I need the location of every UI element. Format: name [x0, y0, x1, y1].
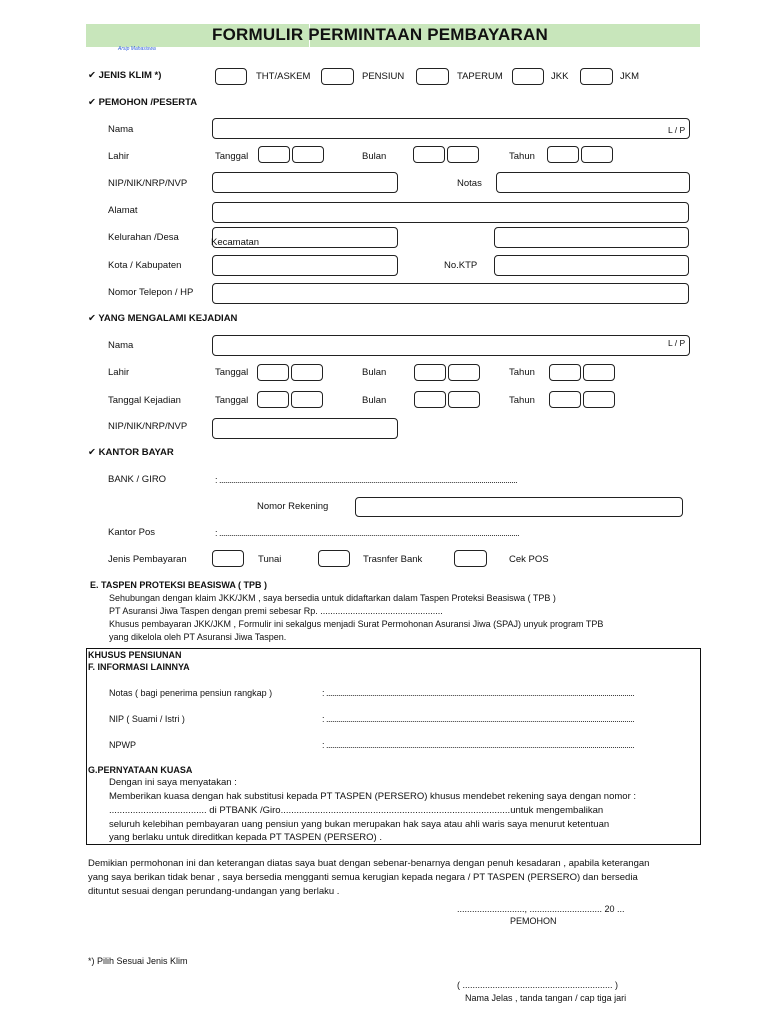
kuasa-line-1: Dengan ini saya menyatakan : [109, 777, 237, 788]
kejadian-tahun2-label: Tahun [509, 395, 535, 406]
date-line[interactable]: ..........................., ............................. 20 ... [457, 904, 625, 914]
checkbox-jkk[interactable] [512, 68, 544, 85]
info-lainnya-heading: F. INFORMASI LAINNYA [88, 662, 190, 672]
kejadian-bulan-box-2[interactable] [448, 364, 480, 381]
pemohon-tanggal-box-1[interactable] [258, 146, 290, 163]
tpb-line-1: Sehubungan dengan klaim JKK/JKM , saya bersedia untuk didaftarkan dalam Taspen Proteksi Beasiswa ( TPB ) [109, 593, 556, 603]
kejadian-bulan-label: Bulan [362, 367, 387, 378]
pemohon-alamat-label: Alamat [108, 205, 138, 216]
checkbox-tht[interactable] [215, 68, 247, 85]
kejadian-bulan-box-1[interactable] [414, 364, 446, 381]
rekening-label: Nomor Rekening [257, 501, 329, 512]
cekpos-label: Cek POS [509, 554, 549, 565]
kejadian-tanggal-label: Tanggal [215, 367, 249, 378]
pemohon-telepon-field[interactable] [212, 283, 689, 304]
kejadian-thn-kejadian-box-1[interactable] [549, 391, 581, 408]
checkbox-taperum[interactable] [416, 68, 449, 85]
tpb-heading: E. TASPEN PROTEKSI BEASISWA ( TPB ) [90, 580, 268, 590]
khusus-notas-dots[interactable]: : .......................................................................................................................................................... [322, 688, 635, 698]
kejadian-gender-label: L / P [668, 338, 686, 348]
option-jkk-label: JKK [551, 71, 569, 82]
khusus-heading: KHUSUS PENSIUNAN [88, 650, 182, 660]
kejadian-tahun-box-1[interactable] [549, 364, 581, 381]
khusus-npwp-dots[interactable]: : .......................................................................................................................................................... [322, 740, 635, 750]
signature-line[interactable]: ( ............................................................ ) [457, 980, 619, 990]
pemohon-gender-label: L / P [668, 125, 686, 135]
pemohon-tanggal-label: Tanggal [215, 151, 249, 162]
pemohon-tahun-box-1[interactable] [547, 146, 579, 163]
closing-line-2: yang saya berikan tidak benar , saya bersedia mengganti semua kerugian kepada negara / PT TASPEN (PERSERO) dan bersedia [88, 872, 638, 883]
khusus-nip-label: NIP ( Suami / Istri ) [109, 714, 185, 724]
kuasa-line-4: seluruh kelebihan pembayaran uang pensiun yang bukan merupakan hak saya atau ahli waris saya menurut ketentuan [109, 819, 610, 830]
kejadian-nip-field[interactable] [212, 418, 398, 439]
kuasa-line-5: yang berlaku untuk direditkan kepada PT TASPEN (PERSERO) . [109, 832, 382, 843]
jenis-klim-heading: ✔ JENIS KLIM *) [88, 70, 162, 81]
pemohon-kelurahan-label: Kelurahan /Desa [108, 232, 179, 243]
option-tht-label: THT/ASKEM [256, 71, 311, 82]
footnote: *) Pilih Sesuai Jenis Klim [88, 956, 188, 966]
pemohon-signature-label: PEMOHON [510, 916, 557, 926]
pemohon-nama-field[interactable] [212, 118, 690, 139]
tpb-line-2: PT Asuransi Jiwa Taspen dengan premi sebesar Rp. ................................................. [109, 606, 443, 616]
pemohon-nip-label: NIP/NIK/NRP/NVP [108, 178, 188, 189]
pemohon-kecamatan-label: Kecamatan [211, 237, 260, 248]
option-jkm-label: JKM [620, 71, 639, 82]
kantor-pos-label: Kantor Pos [108, 527, 155, 538]
pemohon-tahun-box-2[interactable] [581, 146, 613, 163]
kejadian-thn-kejadian-box-2[interactable] [583, 391, 615, 408]
pemohon-alamat-field[interactable] [212, 202, 689, 223]
bank-dots-field[interactable]: : ..................................................................................................................................................... [215, 475, 518, 485]
kantor-pos-dots-field[interactable]: : ...................................................................................................................................................... [215, 528, 520, 538]
bank-label: BANK / GIRO [108, 474, 167, 485]
closing-line-1: Demikian permohonan ini dan keterangan diatas saya buat dengan sebenar-benarnya dengan penuh kesadaran , apabila keterangan [88, 858, 650, 869]
pemohon-bulan-box-1[interactable] [413, 146, 445, 163]
kejadian-bulan2-label: Bulan [362, 395, 387, 406]
tunai-label: Tunai [258, 554, 282, 565]
signature-caption: Nama Jelas , tanda tangan / cap tiga jari [465, 993, 627, 1003]
pemohon-bulan-label: Bulan [362, 151, 387, 162]
kuasa-heading: G.PERNYATAAN KUASA [88, 765, 193, 775]
kejadian-lahir-label: Lahir [108, 367, 130, 378]
tpb-line-3: Khusus pembayaran JKK/JKM , Formulir ini sekalgus menjadi Surat Permohonan Asuransi Jiwa (SPAJ) unyuk program TPB [109, 619, 604, 629]
pemohon-tanggal-box-2[interactable] [292, 146, 324, 163]
form-title: FORMULIR PERMINTAAN PEMBAYARAN [212, 25, 548, 44]
kejadian-tgl-kejadian-box-1[interactable] [257, 391, 289, 408]
khusus-notas-label: Notas ( bagi penerima pensiun rangkap ) [109, 688, 273, 698]
pemohon-kecamatan-field[interactable] [494, 227, 689, 248]
jenis-pembayaran-label: Jenis Pembayaran [108, 554, 187, 565]
khusus-nip-dots[interactable]: : .......................................................................................................................................................... [322, 714, 635, 724]
pemohon-ktp-field[interactable] [494, 255, 689, 276]
pemohon-tahun-label: Tahun [509, 151, 535, 162]
pemohon-ktp-label: No.KTP [444, 260, 478, 271]
kejadian-tahun-box-2[interactable] [583, 364, 615, 381]
pemohon-notas-field[interactable] [496, 172, 690, 193]
rekening-field[interactable] [355, 497, 683, 517]
option-pensiun-label: PENSIUN [362, 71, 405, 82]
checkbox-transfer[interactable] [318, 550, 350, 567]
kantor-bayar-heading: ✔ KANTOR BAYAR [88, 447, 174, 458]
pemohon-bulan-box-2[interactable] [447, 146, 479, 163]
kejadian-tanggal-box-1[interactable] [257, 364, 289, 381]
kejadian-nama-label: Nama [108, 340, 134, 351]
kejadian-tahun-label: Tahun [509, 367, 535, 378]
kejadian-nip-label: NIP/NIK/NRP/NVP [108, 421, 188, 432]
option-taperum-label: TAPERUM [457, 71, 503, 82]
pemohon-telepon-label: Nomor Telepon / HP [108, 287, 194, 298]
pemohon-kota-label: Kota / Kabupaten [108, 260, 182, 271]
kejadian-bln-kejadian-box-1[interactable] [414, 391, 446, 408]
logo-text: Arsip Mahasiswa [118, 46, 156, 52]
kejadian-tanggal2-label: Tanggal [215, 395, 249, 406]
pemohon-nama-label: Nama [108, 124, 134, 135]
kejadian-tgl-kejadian-label: Tanggal Kejadian [108, 395, 181, 406]
kejadian-tanggal-box-2[interactable] [291, 364, 323, 381]
transfer-label: Trasnfer Bank [363, 554, 423, 565]
pemohon-lahir-label: Lahir [108, 151, 130, 162]
kuasa-line-3: ..................................... di PTBANK /Giro.......................................................................................untuk mengembalikan [109, 805, 604, 816]
checkbox-jkm[interactable] [580, 68, 613, 85]
checkbox-pensiun[interactable] [321, 68, 354, 85]
pemohon-heading: ✔ PEMOHON /PESERTA [88, 97, 198, 108]
checkbox-cekpos[interactable] [454, 550, 487, 567]
checkbox-tunai[interactable] [212, 550, 244, 567]
tpb-line-4: yang dikelola oleh PT Asuransi Jiwa Taspen. [109, 632, 287, 642]
kejadian-heading: ✔ YANG MENGALAMI KEJADIAN [88, 313, 238, 324]
kuasa-line-2: Memberikan kuasa dengan hak substitusi kepada PT TASPEN (PERSERO) khusus mendebet rekening saya dengan nomor : [109, 791, 637, 802]
closing-line-3: dituntut sesuai dengan perundang-undangan yang berlaku . [88, 886, 340, 897]
khusus-npwp-label: NPWP [109, 740, 136, 750]
kejadian-bln-kejadian-box-2[interactable] [448, 391, 480, 408]
pemohon-notas-label: Notas [457, 178, 482, 189]
pemohon-kota-field[interactable] [212, 255, 398, 276]
kejadian-tgl-kejadian-box-2[interactable] [291, 391, 323, 408]
kejadian-nama-field[interactable] [212, 335, 690, 356]
pemohon-nip-field[interactable] [212, 172, 398, 193]
